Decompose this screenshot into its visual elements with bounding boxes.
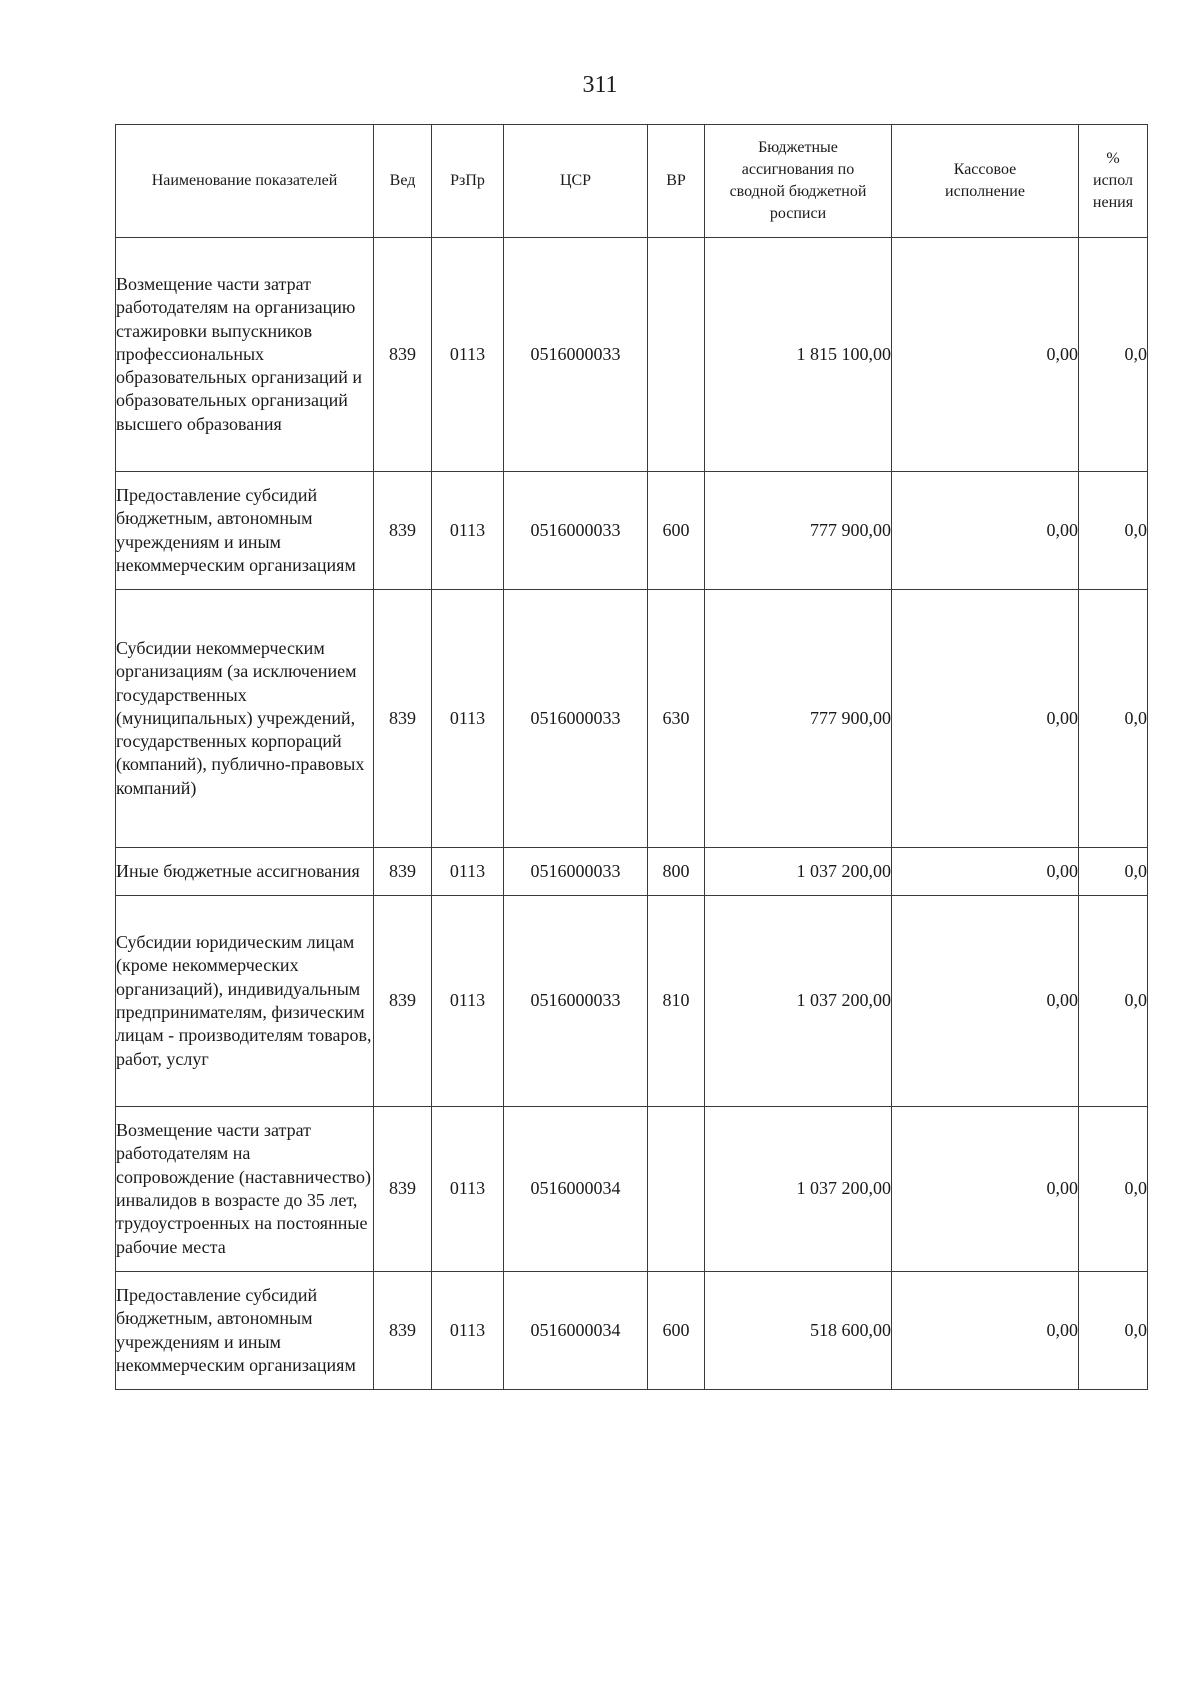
row-percent: 0,0: [1079, 896, 1148, 1107]
row-rzpr: 0113: [432, 896, 504, 1107]
row-execution: 0,00: [892, 848, 1079, 896]
table-row: [116, 848, 1148, 896]
table-row: [116, 1272, 1148, 1390]
row-execution: 0,00: [892, 238, 1079, 472]
row-vr: 800: [648, 848, 705, 896]
row-csr: 0516000033: [504, 590, 648, 848]
row-ved: 839: [374, 590, 432, 848]
row-percent: 0,0: [1079, 848, 1148, 896]
header-csr: ЦСР: [504, 125, 648, 238]
budget-execution-table: [115, 124, 1148, 1390]
row-vr: [648, 238, 705, 472]
table-row: [116, 896, 1148, 1107]
row-execution: 0,00: [892, 896, 1079, 1107]
row-execution: 0,00: [892, 1107, 1079, 1272]
row-assignments: 1 037 200,00: [705, 848, 892, 896]
header-budget-assignments: Бюджетные ассигнования по сводной бюджетной росписи: [705, 125, 892, 238]
row-execution: 0,00: [892, 1272, 1079, 1390]
row-csr: 0516000033: [504, 472, 648, 590]
row-name: Предоставление субсидий бюджетным, автономным учреждениям и иным некоммерческим организациям: [116, 1272, 374, 1390]
row-percent: 0,0: [1079, 472, 1148, 590]
header-rzpr: РзПр: [432, 125, 504, 238]
row-vr: [648, 1107, 705, 1272]
row-ved: 839: [374, 1107, 432, 1272]
row-vr: 810: [648, 896, 705, 1107]
row-name: Субсидии юридическим лицам (кроме некоммерческих организаций), индивидуальным предпринимателям, физическим лицам - производителям товаров, работ, услуг: [116, 896, 374, 1107]
table-row: [116, 590, 1148, 848]
row-rzpr: 0113: [432, 848, 504, 896]
row-assignments: 777 900,00: [705, 590, 892, 848]
row-percent: 0,0: [1079, 238, 1148, 472]
row-execution: 0,00: [892, 472, 1079, 590]
row-execution: 0,00: [892, 590, 1079, 848]
row-csr: 0516000034: [504, 1107, 648, 1272]
row-rzpr: 0113: [432, 1272, 504, 1390]
row-vr: 600: [648, 472, 705, 590]
row-ved: 839: [374, 896, 432, 1107]
header-execution-percent: % испол нения: [1079, 125, 1148, 238]
row-csr: 0516000034: [504, 1272, 648, 1390]
row-percent: 0,0: [1079, 1272, 1148, 1390]
row-csr: 0516000033: [504, 896, 648, 1107]
table-header-row: [116, 125, 1148, 238]
row-rzpr: 0113: [432, 590, 504, 848]
row-name: Предоставление субсидий бюджетным, автономным учреждениям и иным некоммерческим организациям: [116, 472, 374, 590]
table-row: [116, 472, 1148, 590]
row-assignments: 777 900,00: [705, 472, 892, 590]
row-assignments: 1 037 200,00: [705, 1107, 892, 1272]
row-rzpr: 0113: [432, 472, 504, 590]
row-csr: 0516000033: [504, 238, 648, 472]
row-rzpr: 0113: [432, 238, 504, 472]
row-ved: 839: [374, 238, 432, 472]
header-indicator-name: Наименование показателей: [116, 125, 374, 238]
header-vr: ВР: [648, 125, 705, 238]
row-ved: 839: [374, 848, 432, 896]
row-percent: 0,0: [1079, 590, 1148, 848]
row-name: Иные бюджетные ассигнования: [116, 848, 374, 896]
row-assignments: 1 037 200,00: [705, 896, 892, 1107]
row-csr: 0516000033: [504, 848, 648, 896]
row-name: Возмещение части затрат работодателям на сопровождение (наставничество) инвалидов в возрасте до 35 лет, трудоустроенных на постоянные рабочие места: [116, 1107, 374, 1272]
row-percent: 0,0: [1079, 1107, 1148, 1272]
row-ved: 839: [374, 472, 432, 590]
row-assignments: 1 815 100,00: [705, 238, 892, 472]
row-ved: 839: [374, 1272, 432, 1390]
header-ved: Вед: [374, 125, 432, 238]
header-cash-execution: Кассовое исполнение: [892, 125, 1079, 238]
table-row: [116, 238, 1148, 472]
row-rzpr: 0113: [432, 1107, 504, 1272]
row-name: Субсидии некоммерческим организациям (за исключением государственных (муниципальных) учреждений, государственных корпораций (компаний), публично-правовых компаний): [116, 590, 374, 848]
table-row: [116, 1107, 1148, 1272]
row-vr: 600: [648, 1272, 705, 1390]
page-number: 311: [582, 72, 618, 98]
row-vr: 630: [648, 590, 705, 848]
row-assignments: 518 600,00: [705, 1272, 892, 1390]
row-name: Возмещение части затрат работодателям на организацию стажировки выпускников профессиональных образовательных организаций и образовательных организаций высшего образования: [116, 238, 374, 472]
